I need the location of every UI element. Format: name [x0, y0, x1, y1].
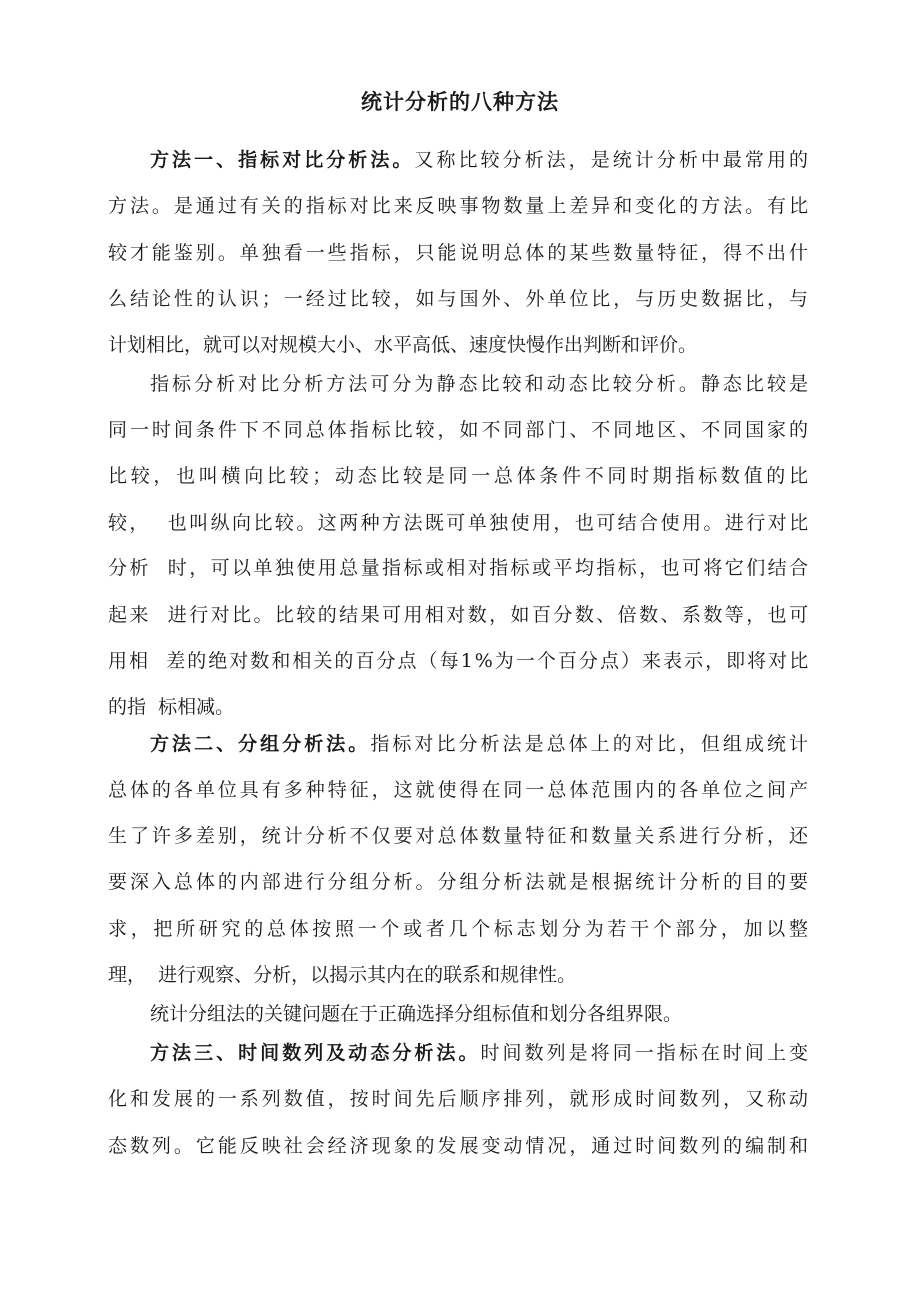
line-text: 的指 标相减。 [108, 696, 235, 718]
line-text: 较， 也叫纵向比较。这两种方法既可单独使用，也可结合使用。进行对比 [108, 512, 811, 534]
line-text: 时间数列是将同一指标在时间上变 [480, 1042, 812, 1064]
text-line [108, 962, 576, 988]
text-line [108, 694, 234, 720]
line-text: 指标分析对比分析方法可分为静态比较和动态比较分析。静态比较是 [150, 373, 812, 395]
text-line [150, 1040, 811, 1066]
line-text: 计划相比，就可以对规模大小、水平高低、速度快慢作出判断和评价。 [108, 334, 698, 356]
text-line [108, 648, 810, 674]
line-text: 方法。是通过有关的指标对比来反映事物数量上差异和变化的方法。有比 [108, 195, 811, 217]
text-line [108, 193, 811, 219]
text-line [108, 417, 811, 443]
text-line [108, 916, 812, 942]
text-line [108, 240, 811, 266]
method-heading: 方法二、分组分析法。 [150, 733, 371, 755]
text-line [150, 147, 811, 173]
text-line [108, 555, 811, 581]
method-heading: 方法三、时间数列及动态分析法。 [150, 1042, 481, 1064]
line-text: 较才能鉴别。单独看一些指标，只能说明总体的某些数量特征，得不出什 [108, 242, 811, 264]
line-text: 化和发展的一系列数值，按时间先后顺序排列，就形成时间数列，又称动 [108, 1088, 811, 1110]
method-heading: 方法一、指标对比分析法。 [150, 149, 415, 171]
text-line [108, 602, 811, 628]
line-text: 指标对比分析法是总体上的对比，但组成统计 [370, 733, 812, 755]
line-text: 同一时间条件下不同总体指标比较，如不同部门、不同地区、不同国家的 [108, 419, 811, 441]
text-line [108, 777, 811, 803]
line-text: 理， 进行观察、分析，以揭示其内在的联系和规律性。 [108, 964, 577, 986]
text-line [108, 286, 811, 312]
text-line [150, 1001, 682, 1027]
line-text: 生了许多差别，统计分析不仅要对总体数量特征和数量关系进行分析，还 [108, 825, 811, 847]
line-text: 分析 时，可以单独使用总量指标或相对指标或平均指标，也可将它们结合 [108, 557, 811, 579]
line-text: 又称比较分析法，是统计分析中最常用的 [414, 149, 812, 171]
text-line [108, 332, 697, 358]
text-line [150, 371, 811, 397]
text-line [150, 731, 811, 757]
text-line [108, 823, 811, 849]
line-text: 么结论性的认识；一经过比较，如与国外、外单位比，与历史数据比，与 [108, 288, 811, 310]
line-text: 求，把所研究的总体按照一个或者几个标志划分为若干个部分，加以整 [108, 918, 812, 940]
text-line [108, 869, 811, 895]
page-title: 统计分析的八种方法 [361, 90, 559, 114]
text-line [108, 1086, 811, 1112]
line-text: 总体的各单位具有多种特征，这就使得在同一总体范围内的各单位之间产 [108, 779, 811, 801]
line-text: 要深入总体的内部进行分组分析。分组分析法就是根据统计分析的目的要 [108, 871, 811, 893]
line-text: 用相 差的绝对数和相关的百分点（每1%为一个百分点）来表示，即将对比 [108, 650, 811, 672]
line-text: 统计分组法的关键问题在于正确选择分组标值和划分各组界限。 [150, 1003, 683, 1025]
text-line [108, 463, 812, 489]
text-line [108, 1133, 811, 1159]
line-text: 比较，也叫横向比较；动态比较是同一总体条件不同时期指标数值的比 [108, 465, 812, 487]
text-line [108, 510, 811, 536]
line-text: 态数列。它能反映社会经济现象的发展变动情况，通过时间数列的编制和 [108, 1135, 811, 1157]
line-text: 起来 进行对比。比较的结果可用相对数，如百分数、倍数、系数等，也可 [108, 604, 811, 626]
